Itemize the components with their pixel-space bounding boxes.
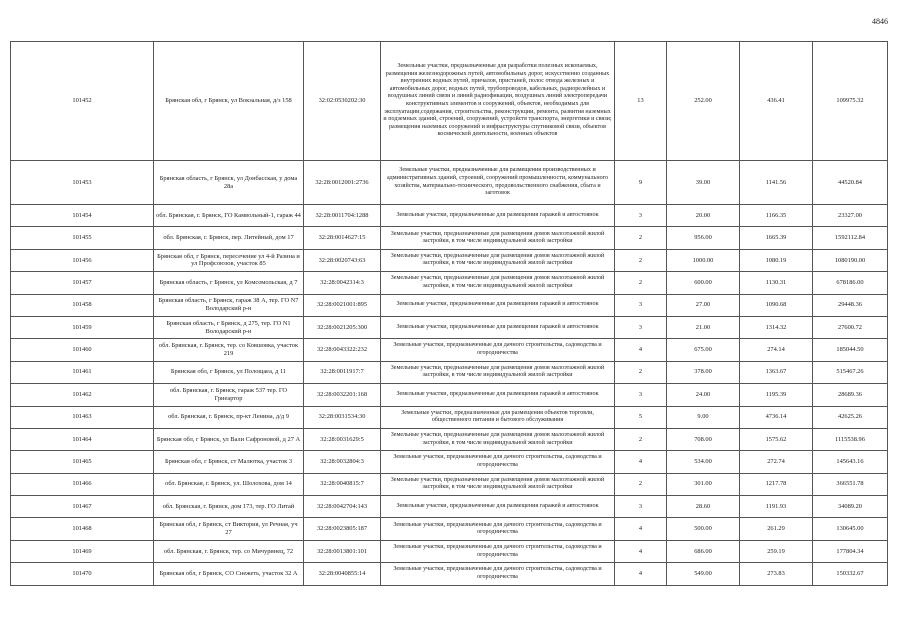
row-area: 600.00 <box>667 272 740 294</box>
table-row <box>11 42 888 161</box>
row-id: 101454 <box>11 205 154 227</box>
row-cadastral-number: 32:28:0031534:30 <box>304 406 381 428</box>
row-address: обл. Брянская, г. Брянск, дом 173, тер. ГО Литай <box>154 496 304 518</box>
row-usage-group: 3 <box>615 496 667 518</box>
row-cadastral-value: 42625.26 <box>813 406 888 428</box>
row-specific-value: 436.41 <box>740 42 813 161</box>
row-id: 101467 <box>11 496 154 518</box>
row-address: Брянская обл, г Брянск, ул Вали Сафроновой, д 27 А <box>154 428 304 450</box>
row-land-usage: Земельные участки, предназначенные для дачного строительства, садоводства и огородничества <box>381 518 615 540</box>
row-cadastral-number: 32:28:0042704:143 <box>304 496 381 518</box>
row-area: 956.00 <box>667 227 740 249</box>
row-usage-group: 3 <box>615 316 667 338</box>
row-usage-group: 4 <box>615 339 667 361</box>
row-id: 101457 <box>11 272 154 294</box>
row-cadastral-number: 32:28:0042314:3 <box>304 272 381 294</box>
row-usage-group: 2 <box>615 227 667 249</box>
row-land-usage: Земельные участки, предназначенные для дачного строительства, садоводства и огородничества <box>381 563 615 585</box>
row-address: Брянская область, г Брянск, гараж 38 А, тер. ГО N7 Володарский р-н <box>154 294 304 316</box>
row-usage-group: 5 <box>615 406 667 428</box>
row-cadastral-value: 1080190.00 <box>813 249 888 271</box>
row-address: Брянская область, г Брянск, ул Комсомольская, д 7 <box>154 272 304 294</box>
row-id: 101464 <box>11 428 154 450</box>
row-cadastral-value: 185044.50 <box>813 339 888 361</box>
table-row <box>11 428 888 450</box>
table-row <box>11 227 888 249</box>
row-land-usage: Земельные участки, предназначенные для размещения домов малоэтажной жилой застройки, в том числе индивидуальной жилой застройки <box>381 249 615 271</box>
row-area: 708.00 <box>667 428 740 450</box>
row-address: Брянская область, г Брянск, д 275, тер. ГО N1 Володарский р-н <box>154 316 304 338</box>
table-row <box>11 384 888 406</box>
table-row <box>11 249 888 271</box>
row-area: 686.00 <box>667 540 740 562</box>
row-address: обл. Брянская, г. Брянск, пер. Литейный, дом 17 <box>154 227 304 249</box>
row-address: Брянская обл, г Брянск, СО Снежеть, участок 32 А <box>154 563 304 585</box>
row-cadastral-number: 32:28:0032201:168 <box>304 384 381 406</box>
row-id: 101456 <box>11 249 154 271</box>
row-cadastral-value: 678186.00 <box>813 272 888 294</box>
row-land-usage: Земельные участки, предназначенные для дачного строительства, садоводства и огородничества <box>381 339 615 361</box>
table-row <box>11 451 888 473</box>
row-address: Брянская обл, г Брянск, ул Полощаеа, д 11 <box>154 361 304 383</box>
table-row <box>11 339 888 361</box>
table-row <box>11 518 888 540</box>
row-specific-value: 274.14 <box>740 339 813 361</box>
row-specific-value: 1130.31 <box>740 272 813 294</box>
row-address: Брянская обл, г Брянск, пересечение ул 4-й Разина и ул Профсоюзов, участок 85 <box>154 249 304 271</box>
cadastral-value-table <box>10 41 888 586</box>
row-usage-group: 9 <box>615 161 667 205</box>
row-usage-group: 2 <box>615 428 667 450</box>
row-specific-value: 259.19 <box>740 540 813 562</box>
row-id: 101462 <box>11 384 154 406</box>
row-area: 39.00 <box>667 161 740 205</box>
row-usage-group: 2 <box>615 249 667 271</box>
row-cadastral-value: 44520.84 <box>813 161 888 205</box>
row-area: 20.00 <box>667 205 740 227</box>
row-land-usage: Земельные участки, предназначенные для размещения домов малоэтажной жилой застройки, в том числе индивидуальной жилой застройки <box>381 227 615 249</box>
row-area: 1000.00 <box>667 249 740 271</box>
row-address: обл. Брянская, г. Брянск, пр-кт Ленина, д/д 9 <box>154 406 304 428</box>
row-id: 101455 <box>11 227 154 249</box>
row-cadastral-value: 130645.00 <box>813 518 888 540</box>
row-specific-value: 1080.19 <box>740 249 813 271</box>
row-address: Брянская обл, г Брянск, ст Малютка, участок 3 <box>154 451 304 473</box>
row-area: 534.00 <box>667 451 740 473</box>
row-area: 21.00 <box>667 316 740 338</box>
row-id: 101470 <box>11 563 154 585</box>
row-area: 378.00 <box>667 361 740 383</box>
table-row <box>11 316 888 338</box>
row-cadastral-value: 34089.20 <box>813 496 888 518</box>
row-land-usage: Земельные участки, предназначенные для дачного строительства, садоводства и огородничества <box>381 540 615 562</box>
row-specific-value: 1314.32 <box>740 316 813 338</box>
row-cadastral-number: 32:28:0040815:7 <box>304 473 381 495</box>
table-row <box>11 496 888 518</box>
table-row <box>11 272 888 294</box>
row-specific-value: 1166.35 <box>740 205 813 227</box>
row-address: обл. Брянская, г. Брянск, ГО Камвольный-1, гараж 44 <box>154 205 304 227</box>
row-id: 101459 <box>11 316 154 338</box>
row-usage-group: 2 <box>615 361 667 383</box>
table-row <box>11 294 888 316</box>
row-id: 101460 <box>11 339 154 361</box>
row-usage-group: 4 <box>615 518 667 540</box>
row-cadastral-number: 32:28:0032804:3 <box>304 451 381 473</box>
row-address: Брянская область, г Брянск, ул Донбасская, у дома 28а <box>154 161 304 205</box>
row-id: 101461 <box>11 361 154 383</box>
row-cadastral-number: 32:28:0013801:101 <box>304 540 381 562</box>
row-cadastral-value: 177804.34 <box>813 540 888 562</box>
row-address: Брянская обл, г Брянск, ул Вокзальная, д/з 158 <box>154 42 304 161</box>
row-area: 500.00 <box>667 518 740 540</box>
row-land-usage: Земельные участки, предназначенные для размещения гаражей и автостоянок <box>381 384 615 406</box>
row-specific-value: 1363.67 <box>740 361 813 383</box>
row-land-usage: Земельные участки, предназначенные для размещения гаражей и автостоянок <box>381 205 615 227</box>
row-area: 549.00 <box>667 563 740 585</box>
row-address: обл. Брянская, г. Брянск, тер. со Мичуринец, 72 <box>154 540 304 562</box>
row-land-usage: Земельные участки, предназначенные для разработки полезных ископаемых, размещения железнодорожных путей, автомобильных дорог, искусственно созданных внутренних водных путей, причалов, пристаней, полос отвода железных и автомобильных дорог, водных путей, трубопроводов, кабельных, радиорелейных и воздушных линий связи и линий радиофикации, воздушных линий электропередачи конструктивных элементов и сооружений, объектов, необходимых для эксплуатации,содержания, строительства, реконструкции, ремонта, развития наземных и подземных зданий, строений, сооружений, устройств транспорта, энергетики и связи; размещения наземных сооружений и инфраструктуры спутниковой связи, объектов космической деятельности, военных объектов <box>381 42 615 161</box>
row-cadastral-number: 32:28:0021001:895 <box>304 294 381 316</box>
row-cadastral-value: 109975.32 <box>813 42 888 161</box>
row-specific-value: 1191.93 <box>740 496 813 518</box>
row-land-usage: Земельные участки, предназначенные для размещения объектов торговли, общественного питания и бытового обслуживания <box>381 406 615 428</box>
row-id: 101469 <box>11 540 154 562</box>
table-row <box>11 361 888 383</box>
row-specific-value: 4736.14 <box>740 406 813 428</box>
row-cadastral-value: 28689.36 <box>813 384 888 406</box>
row-usage-group: 4 <box>615 451 667 473</box>
row-specific-value: 1090.68 <box>740 294 813 316</box>
row-id: 101463 <box>11 406 154 428</box>
row-address: обл. Брянская, г. Брянск, тер. со Ковшовка, участок 219 <box>154 339 304 361</box>
table-body <box>11 42 888 586</box>
row-id: 101466 <box>11 473 154 495</box>
row-id: 101452 <box>11 42 154 161</box>
row-land-usage: Земельные участки, предназначенные для размещения домов малоэтажной жилой застройки, в том числе индивидуальной жилой застройки <box>381 272 615 294</box>
page-number: 4846 <box>872 17 888 26</box>
row-cadastral-value: 515467.26 <box>813 361 888 383</box>
row-area: 252.00 <box>667 42 740 161</box>
row-cadastral-number: 32:28:0012001:2736 <box>304 161 381 205</box>
row-area: 9.00 <box>667 406 740 428</box>
row-cadastral-number: 32:02:0530202:30 <box>304 42 381 161</box>
table-row <box>11 161 888 205</box>
row-specific-value: 1141.56 <box>740 161 813 205</box>
row-specific-value: 272.74 <box>740 451 813 473</box>
row-id: 101465 <box>11 451 154 473</box>
row-area: 27.00 <box>667 294 740 316</box>
row-land-usage: Земельные участки, предназначенные для размещения домов малоэтажной жилой застройки, в том числе индивидуальной жилой застройки <box>381 473 615 495</box>
row-usage-group: 3 <box>615 205 667 227</box>
table-row <box>11 205 888 227</box>
row-cadastral-number: 32:28:0014627:15 <box>304 227 381 249</box>
row-address: обл. Брянская, г. Брянск, гараж 537 тер. ГО Гриеартор <box>154 384 304 406</box>
row-usage-group: 4 <box>615 563 667 585</box>
table-row <box>11 406 888 428</box>
table-row <box>11 473 888 495</box>
row-cadastral-value: 23327.00 <box>813 205 888 227</box>
row-land-usage: Земельные участки, предназначенные для размещения домов малоэтажной жилой застройки, в том числе индивидуальной жилой застройки <box>381 428 615 450</box>
row-cadastral-number: 32:28:0021205:300 <box>304 316 381 338</box>
row-cadastral-value: 1115538.96 <box>813 428 888 450</box>
row-cadastral-value: 1592112.84 <box>813 227 888 249</box>
row-usage-group: 2 <box>615 473 667 495</box>
row-usage-group: 3 <box>615 294 667 316</box>
row-cadastral-number: 32:28:0011704:1288 <box>304 205 381 227</box>
row-area: 24.00 <box>667 384 740 406</box>
row-usage-group: 3 <box>615 384 667 406</box>
table-row <box>11 563 888 585</box>
row-land-usage: Земельные участки, предназначенные для размещения гаражей и автостоянок <box>381 294 615 316</box>
row-usage-group: 4 <box>615 540 667 562</box>
row-cadastral-number: 32:28:0020743:63 <box>304 249 381 271</box>
row-area: 301.00 <box>667 473 740 495</box>
row-specific-value: 261.29 <box>740 518 813 540</box>
row-land-usage: Земельные участки, предназначенные для размещения гаражей и автостоянок <box>381 316 615 338</box>
row-address: обл. Брянская, г. Брянск, ул. Шолохова, дом 14 <box>154 473 304 495</box>
row-land-usage: Земельные участки, предназначенные для дачного строительства, садоводства и огородничества <box>381 451 615 473</box>
row-address: Брянская обл, г Брянск, ст Виктория, ул Речная, уч 27 <box>154 518 304 540</box>
row-cadastral-value: 366551.78 <box>813 473 888 495</box>
row-area: 28.60 <box>667 496 740 518</box>
row-cadastral-number: 32:28:0011917:7 <box>304 361 381 383</box>
row-cadastral-value: 145643.16 <box>813 451 888 473</box>
row-cadastral-value: 29448.36 <box>813 294 888 316</box>
row-land-usage: Земельные участки, предназначенные для размещения домов малоэтажной жилой застройки, в том числе индивидуальной жилой застройки <box>381 361 615 383</box>
row-id: 101458 <box>11 294 154 316</box>
row-usage-group: 2 <box>615 272 667 294</box>
row-land-usage: Земельные участки, предназначенные для размещения гаражей и автостоянок <box>381 496 615 518</box>
row-cadastral-number: 32:28:0023805:187 <box>304 518 381 540</box>
row-land-usage: Земельные участки, предназначенные для размещения производственных и административных зданий, строений, сооружений промышленности, коммунального хозяйства, материально-технического, продовольственного снабжения, сбыта и заготовок <box>381 161 615 205</box>
row-specific-value: 273.83 <box>740 563 813 585</box>
row-specific-value: 1217.78 <box>740 473 813 495</box>
row-id: 101453 <box>11 161 154 205</box>
row-id: 101468 <box>11 518 154 540</box>
row-cadastral-number: 32:28:0031629:5 <box>304 428 381 450</box>
row-area: 675.00 <box>667 339 740 361</box>
row-specific-value: 1665.39 <box>740 227 813 249</box>
row-specific-value: 1195.39 <box>740 384 813 406</box>
row-cadastral-number: 32:28:0043322:232 <box>304 339 381 361</box>
row-cadastral-value: 27600.72 <box>813 316 888 338</box>
row-cadastral-value: 150332.67 <box>813 563 888 585</box>
row-usage-group: 13 <box>615 42 667 161</box>
row-cadastral-number: 32:28:0040855:14 <box>304 563 381 585</box>
table-row <box>11 540 888 562</box>
row-specific-value: 1575.62 <box>740 428 813 450</box>
